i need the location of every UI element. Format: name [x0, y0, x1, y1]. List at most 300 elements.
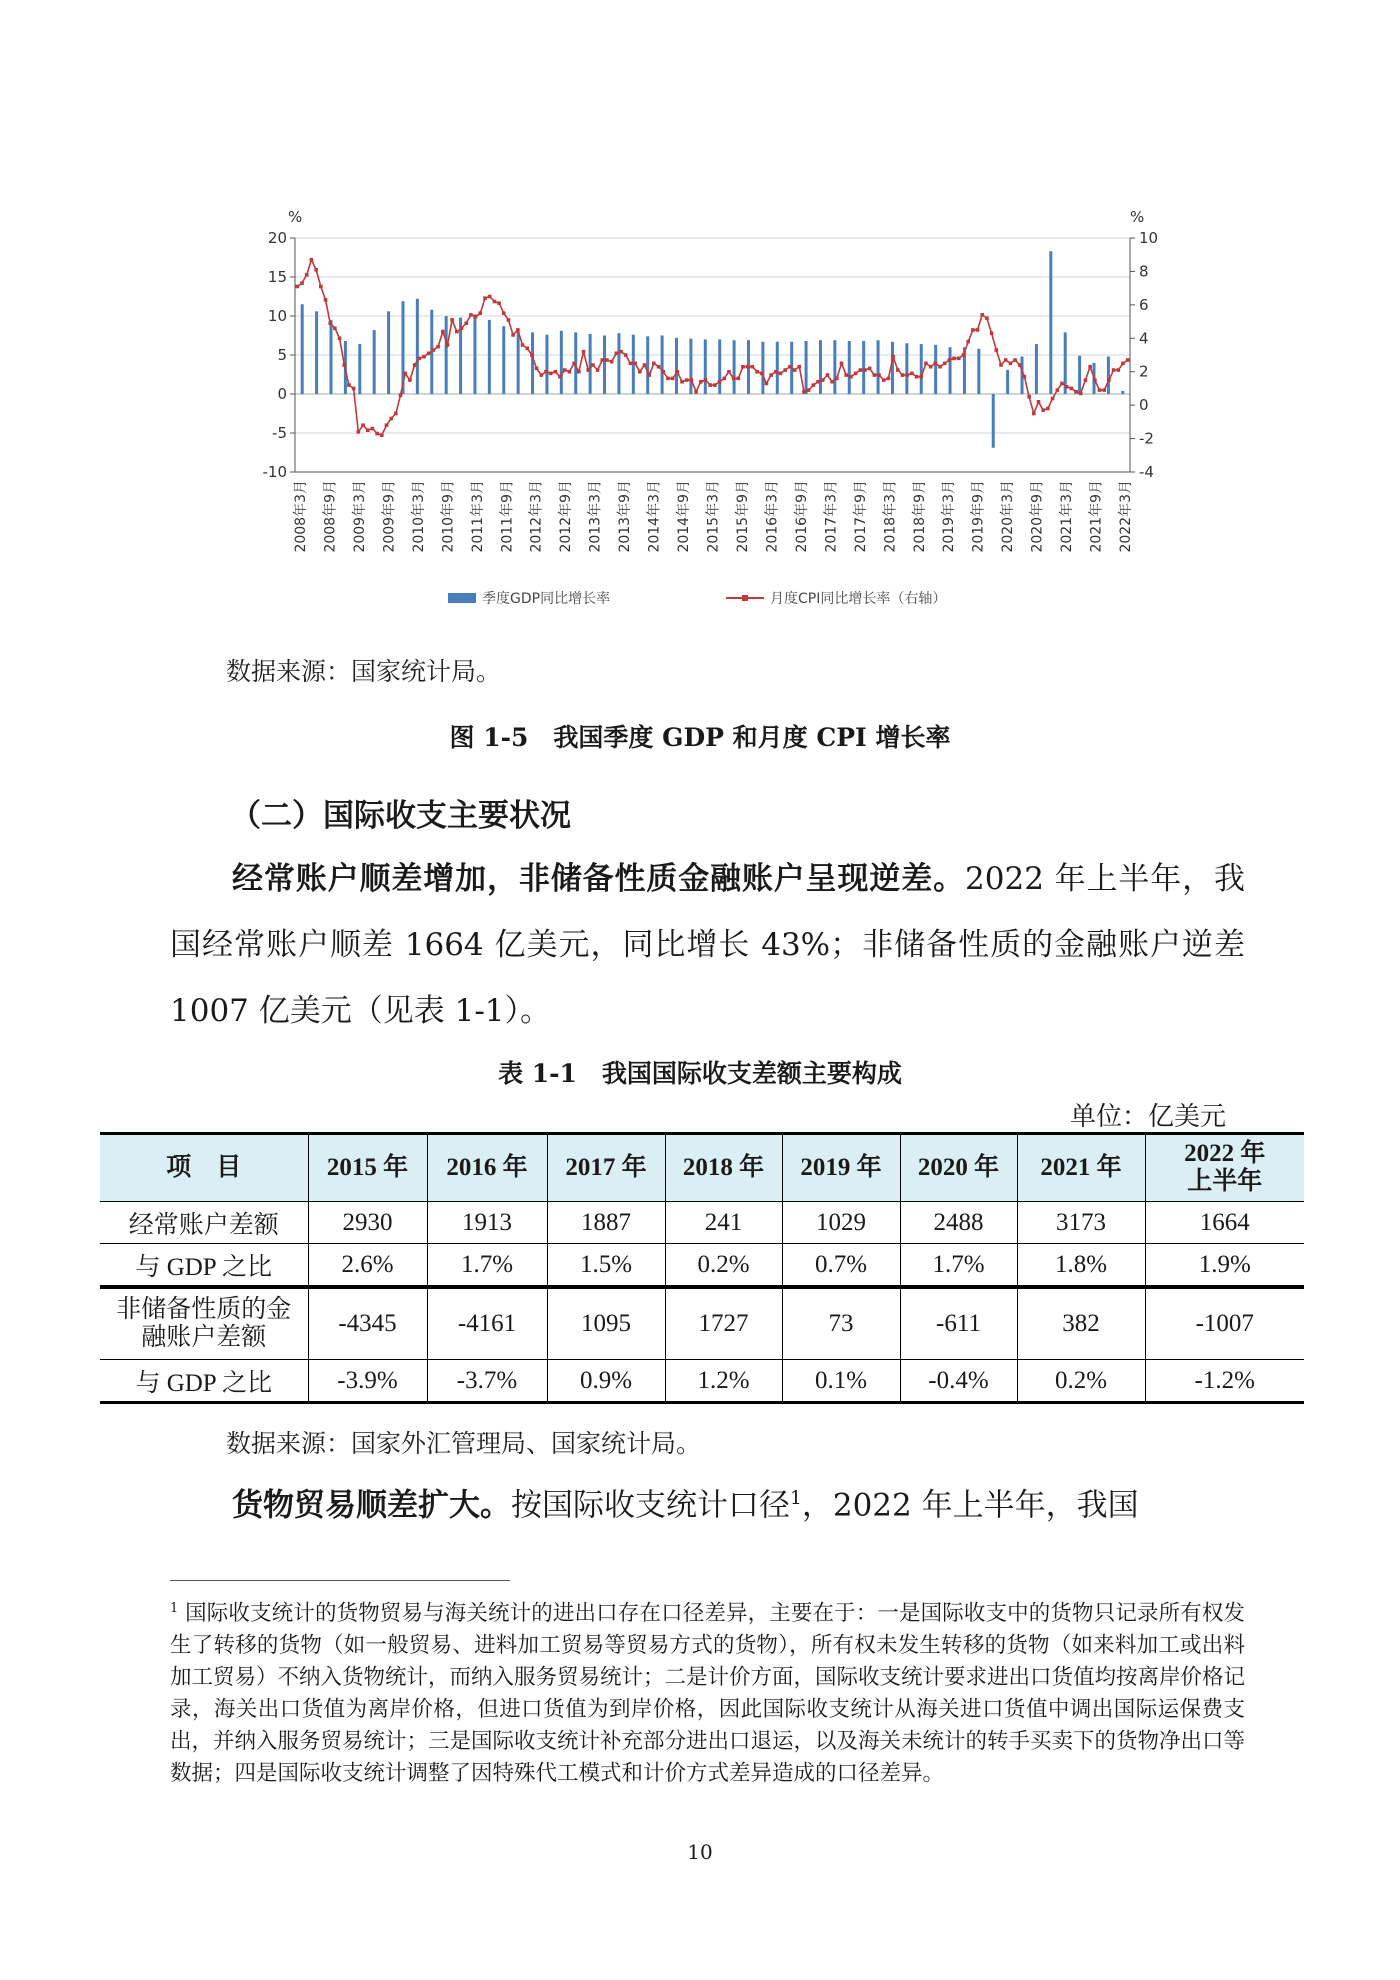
paragraph-text: 2022 年上半年，我国经常账户顺差 1664 亿美元，同比增长 43%；非储备性质的金融账户逆差 1007 亿美元（见表 1-1）。: [170, 861, 1246, 1029]
cpi-point: [826, 373, 830, 377]
cpi-point: [957, 357, 961, 361]
table-cell: 0.2%: [665, 1244, 782, 1288]
gdp-bar: [445, 316, 448, 394]
gdp-bar: [920, 344, 923, 394]
cpi-point: [296, 285, 300, 289]
cpi-point: [718, 380, 722, 384]
cpi-point: [910, 372, 914, 376]
paragraph-text: 按国际收支统计口径: [511, 1487, 790, 1524]
cpi-point: [812, 383, 816, 387]
gdp-bar: [689, 339, 692, 394]
x-tick-label: 2008年3月: [293, 480, 309, 553]
cpi-point: [610, 360, 614, 364]
table-caption: 表 1-1 我国国际收支差额主要构成: [498, 1059, 902, 1088]
header-2016: 2016 年: [427, 1134, 547, 1202]
cpi-point: [788, 365, 792, 369]
cpi-point: [722, 377, 726, 381]
x-tick-label: 2017年3月: [823, 480, 840, 553]
cpi-point: [474, 315, 478, 319]
table-cell: -611: [900, 1287, 1017, 1360]
cpi-point: [544, 370, 548, 374]
table-cell: 1029: [782, 1202, 900, 1244]
row-label: 经常账户差额: [100, 1202, 308, 1244]
cpi-point: [751, 365, 755, 369]
cpi-point: [896, 368, 900, 372]
cpi-point: [924, 362, 928, 366]
table-row: [100, 1360, 1304, 1403]
x-tick-label: 2012年3月: [528, 480, 545, 553]
row-label: 与 GDP 之比: [100, 1360, 308, 1403]
cpi-point: [380, 433, 384, 437]
header-2022-half: 上半年: [1187, 1168, 1263, 1195]
cpi-point: [877, 373, 881, 377]
cpi-point: [746, 365, 750, 369]
cpi-point: [1107, 378, 1111, 382]
gdp-bar: [761, 342, 764, 394]
table-cell: -3.7%: [427, 1360, 547, 1403]
cpi-point: [666, 377, 670, 381]
cpi-point: [990, 331, 994, 335]
x-tick-label: 2015年9月: [735, 480, 751, 553]
cpi-point: [797, 365, 801, 369]
x-tick-label: 2020年9月: [1029, 480, 1046, 553]
cpi-point: [347, 383, 351, 387]
x-tick-label: 2016年9月: [793, 480, 810, 553]
gdp-bar: [358, 344, 361, 394]
gdp-bar: [949, 347, 952, 394]
table-cell: -4161: [427, 1287, 547, 1360]
cpi-point: [882, 378, 886, 382]
cpi-point: [418, 357, 422, 361]
table-cell: 0.1%: [782, 1360, 900, 1403]
cpi-point: [483, 296, 487, 300]
footnote: [170, 1593, 1245, 1790]
cpi-point: [488, 295, 492, 299]
legend-gdp-label: 季度GDP同比增长率: [482, 591, 611, 607]
gdp-bar: [661, 336, 664, 395]
table-cell: 2.6%: [308, 1244, 427, 1288]
gdp-bar: [905, 343, 908, 394]
cpi-point: [868, 367, 872, 371]
cpi-point: [319, 285, 323, 289]
cpi-point: [638, 370, 642, 374]
cpi-point: [755, 370, 759, 374]
x-tick-label: 2018年3月: [882, 480, 899, 553]
table-cell: 1.5%: [547, 1244, 665, 1288]
cpi-point: [783, 368, 787, 372]
table-cell: 0.7%: [782, 1244, 900, 1288]
x-tick-label: 2010年9月: [440, 480, 457, 553]
x-tick-label: 2018年9月: [911, 480, 928, 553]
cpi-point: [1084, 378, 1088, 382]
cpi-point: [1070, 387, 1074, 391]
cpi-point: [338, 336, 342, 340]
cpi-point: [371, 427, 375, 431]
table-cell: 1664: [1145, 1202, 1304, 1244]
cpi-point: [1126, 358, 1130, 362]
cpi-point: [554, 370, 558, 374]
table-header-row: [100, 1134, 1304, 1202]
cpi-point: [830, 380, 834, 384]
cpi-point: [671, 377, 675, 381]
gdp-bar: [502, 326, 505, 394]
cpi-point: [858, 368, 862, 372]
cpi-point: [385, 423, 389, 427]
gdp-bar: [617, 333, 620, 394]
cpi-point: [1032, 412, 1036, 416]
cpi-point: [1037, 400, 1041, 404]
cpi-point: [1027, 395, 1031, 399]
chart-source: 数据来源：国家统计局。: [226, 657, 502, 686]
cpi-point: [549, 372, 553, 376]
left-tick-label: 15: [267, 268, 287, 286]
cpi-point: [849, 375, 853, 379]
cpi-point: [690, 378, 694, 382]
cpi-point: [586, 368, 590, 372]
cpi-point: [727, 370, 731, 374]
gdp-bar: [488, 320, 491, 394]
x-tick-label: 2011年9月: [499, 480, 516, 553]
left-axis-ticks: [263, 229, 296, 481]
cpi-point: [605, 358, 609, 362]
cpi-point: [661, 370, 665, 374]
cpi-point: [469, 313, 473, 317]
gdp-bar: [329, 320, 332, 394]
cpi-point: [591, 363, 595, 367]
cpi-point: [647, 373, 651, 377]
cpi-point: [844, 373, 848, 377]
footnote-ref: 1: [790, 1488, 802, 1509]
cpi-point: [516, 328, 520, 332]
table-cell: 1.7%: [427, 1244, 547, 1288]
cpi-point: [985, 316, 989, 320]
cpi-point: [863, 368, 867, 372]
cpi-point: [934, 362, 938, 366]
cpi-point: [732, 377, 736, 381]
gdp-bar: [704, 339, 707, 394]
table-row: [100, 1244, 1304, 1288]
cpi-point: [1023, 375, 1027, 379]
x-tick-label: 2021年9月: [1088, 480, 1105, 553]
table-cell: 1887: [547, 1202, 665, 1244]
header-2022h1: [1145, 1134, 1304, 1202]
cpi-point: [1004, 358, 1008, 362]
cpi-point: [1088, 365, 1092, 369]
header-2020: 2020 年: [900, 1134, 1017, 1202]
cpi-point: [450, 318, 454, 322]
cpi-point: [652, 362, 656, 366]
right-tick-label: 4: [1139, 329, 1149, 348]
cpi-point: [563, 368, 567, 372]
paragraph-lead: 货物贸易顺差扩大。: [232, 1487, 511, 1524]
cpi-point: [976, 328, 980, 332]
right-axis-unit: %: [1130, 208, 1145, 226]
gdp-bar: [805, 341, 808, 394]
cpi-point: [413, 363, 417, 367]
cpi-point: [1093, 378, 1097, 382]
cpi-point: [891, 355, 895, 359]
cpi-point: [919, 375, 923, 379]
cpi-point: [507, 318, 511, 322]
cpi-point: [807, 388, 811, 392]
right-axis-ticks: [1130, 229, 1158, 481]
paragraph-text-cont: ，2022 年上半年，我国: [801, 1487, 1139, 1524]
cpi-point: [962, 353, 966, 357]
cpi-polyline: [297, 260, 1127, 436]
x-tick-label: 2008年9月: [322, 480, 339, 553]
cpi-point: [915, 375, 919, 379]
table-cell: 2930: [308, 1202, 427, 1244]
cpi-point: [422, 355, 426, 359]
table-cell: 1095: [547, 1287, 665, 1360]
paragraph-goods-trade: [170, 1466, 1245, 1538]
cpi-point: [835, 377, 839, 381]
x-tick-label: 2014年9月: [676, 480, 692, 553]
chart-gridlines: [295, 238, 1130, 472]
cpi-point: [558, 375, 562, 379]
cpi-point: [779, 372, 783, 376]
table-cell: 2488: [900, 1202, 1017, 1244]
row-label: 非储备性质的金 融账户差额: [100, 1287, 308, 1360]
gdp-bar: [531, 332, 534, 394]
cpi-point: [441, 330, 445, 334]
bop-table: [100, 1132, 1304, 1404]
row-label: 与 GDP 之比: [100, 1244, 308, 1288]
cpi-point: [938, 365, 942, 369]
right-tick-label: 0: [1139, 396, 1149, 415]
cpi-point: [1018, 363, 1022, 367]
header-2019: 2019 年: [782, 1134, 900, 1202]
left-tick-label: -10: [262, 463, 287, 481]
cpi-point: [854, 372, 858, 376]
cpi-point: [1065, 385, 1069, 389]
gdp-bar: [819, 340, 822, 394]
paragraph-current-account: [170, 846, 1245, 1044]
gdp-bar: [733, 340, 736, 394]
x-tick-label: 2017年9月: [852, 480, 869, 553]
gdp-bars: [301, 251, 1125, 448]
header-item: 项 目: [100, 1134, 308, 1202]
cpi-point: [995, 348, 999, 352]
legend-cpi-marker: [742, 595, 748, 601]
gdp-bar: [776, 342, 779, 394]
table-cell: 3173: [1017, 1202, 1145, 1244]
legend-cpi-label: 月度CPI同比增长率（右轴）: [770, 591, 947, 607]
x-tick-label: 2021年3月: [1059, 480, 1076, 553]
table-cell: -0.4%: [900, 1360, 1017, 1403]
cpi-point: [699, 380, 703, 384]
cpi-point: [802, 390, 806, 394]
cpi-point: [905, 373, 909, 377]
cpi-line: [296, 258, 1130, 437]
cpi-point: [577, 370, 581, 374]
cpi-point: [310, 258, 314, 262]
cpi-point: [685, 378, 689, 382]
cpi-point: [328, 321, 332, 325]
cpi-point: [511, 333, 515, 337]
right-tick-label: -4: [1139, 463, 1154, 481]
header-2022-year: 2022 年: [1184, 1140, 1266, 1167]
gdp-bar: [1049, 251, 1052, 394]
x-tick-label: 2009年9月: [381, 480, 398, 553]
cpi-point: [446, 343, 450, 347]
right-tick-label: 2: [1139, 362, 1149, 381]
gdp-bar: [848, 341, 851, 394]
x-tick-label: 2010年3月: [410, 480, 427, 553]
cpi-point: [568, 370, 572, 374]
gdp-bar: [603, 336, 606, 395]
cpi-point: [403, 372, 407, 376]
cpi-point: [1046, 407, 1050, 411]
cpi-point: [793, 368, 797, 372]
cpi-point: [769, 373, 773, 377]
cpi-point: [1074, 390, 1078, 394]
gdp-bar: [545, 335, 548, 394]
x-tick-label: 2013年9月: [617, 480, 634, 553]
table-source: 数据来源：国家外汇管理局、国家统计局。: [226, 1429, 702, 1458]
cpi-point: [694, 390, 698, 394]
x-tick-label: 2013年3月: [587, 480, 604, 553]
cpi-point: [333, 326, 337, 330]
table-cell: 1.9%: [1145, 1244, 1304, 1288]
gdp-bar: [877, 340, 880, 394]
left-tick-label: 20: [267, 229, 287, 247]
x-tick-label: 2019年3月: [941, 480, 958, 553]
cpi-point: [497, 301, 501, 305]
figure-caption: 图 1-5 我国季度 GDP 和月度 CPI 增长率: [449, 723, 951, 752]
gdp-bar: [646, 336, 649, 394]
gdp-bar: [517, 331, 520, 394]
gdp-bar: [473, 314, 476, 394]
table-cell: -1007: [1145, 1287, 1304, 1360]
legend-gdp-swatch: [448, 593, 476, 603]
table-cell: 0.9%: [547, 1360, 665, 1403]
cpi-point: [1060, 382, 1064, 386]
table-cell: 1.7%: [900, 1244, 1017, 1288]
paragraph-lead: 经常账户顺差增加，非储备性质金融账户呈现逆差。: [232, 861, 966, 897]
cpi-point: [619, 350, 623, 354]
left-tick-label: -5: [272, 424, 287, 442]
cpi-point: [357, 430, 361, 434]
cpi-point: [952, 357, 956, 361]
cpi-point: [1121, 362, 1125, 366]
chart-legend: [448, 590, 946, 607]
x-tick-label: 2012年9月: [558, 480, 575, 553]
cpi-point: [464, 321, 468, 325]
left-tick-label: 10: [267, 307, 287, 325]
gdp-bar: [373, 330, 376, 394]
footnote-divider: [170, 1580, 510, 1581]
gdp-bar: [977, 349, 980, 394]
x-tick-label: 2016年3月: [764, 480, 781, 553]
gdp-bar: [862, 341, 865, 394]
x-tick-label: 2015年3月: [705, 480, 722, 553]
cpi-point: [971, 328, 975, 332]
cpi-point: [704, 378, 708, 382]
right-tick-label: 6: [1139, 295, 1149, 314]
table-cell: 1727: [665, 1287, 782, 1360]
right-tick-label: 10: [1139, 229, 1159, 247]
x-tick-label: 2020年3月: [1000, 480, 1017, 553]
cpi-point: [1009, 362, 1013, 366]
cpi-point: [737, 377, 741, 381]
cpi-point: [408, 378, 412, 382]
cpi-point: [816, 380, 820, 384]
cpi-point: [1098, 388, 1102, 392]
gdp-bar: [1121, 391, 1124, 394]
cpi-point: [840, 362, 844, 366]
cpi-point: [948, 358, 952, 362]
cpi-point: [980, 313, 984, 317]
cpi-point: [624, 353, 628, 357]
table-cell: -1.2%: [1145, 1360, 1304, 1403]
cpi-point: [629, 362, 633, 366]
gdp-bar: [1078, 356, 1081, 394]
cpi-point: [821, 378, 825, 382]
section-heading: （二）国际收支主要状况: [230, 798, 571, 834]
cpi-point: [774, 370, 778, 374]
left-tick-label: 5: [277, 346, 287, 364]
gdp-bar: [560, 331, 563, 394]
gdp-cpi-chart: [240, 200, 1159, 620]
gdp-bar: [1006, 370, 1009, 394]
cpi-point: [366, 428, 370, 432]
header-2015: 2015 年: [308, 1134, 427, 1202]
gdp-bar: [934, 345, 937, 394]
cpi-point: [530, 353, 534, 357]
gdp-bar: [1035, 344, 1038, 394]
cpi-point: [760, 372, 764, 376]
cpi-point: [1116, 368, 1120, 372]
cpi-point: [600, 358, 604, 362]
footnote-mark: 1: [170, 1601, 179, 1616]
cpi-point: [765, 382, 769, 386]
cpi-point: [657, 365, 661, 369]
cpi-point: [873, 373, 877, 377]
cpi-point: [493, 300, 497, 304]
table-cell: 382: [1017, 1287, 1145, 1360]
cpi-point: [539, 373, 543, 377]
header-2021: 2021 年: [1017, 1134, 1145, 1202]
cpi-point: [314, 268, 318, 272]
cpi-point: [901, 373, 905, 377]
table-cell: 1.8%: [1017, 1244, 1145, 1288]
table-cell: -3.9%: [308, 1360, 427, 1403]
x-tick-label: 2019年9月: [970, 480, 987, 553]
cpi-point: [713, 383, 717, 387]
right-tick-label: 8: [1139, 262, 1149, 281]
gdp-bar: [1107, 357, 1110, 394]
cpi-point: [525, 347, 529, 351]
right-tick-label: -2: [1139, 429, 1154, 448]
cpi-point: [427, 352, 431, 356]
cpi-point: [999, 363, 1003, 367]
header-2018: 2018 年: [665, 1134, 782, 1202]
cpi-point: [966, 340, 970, 344]
cpi-point: [676, 370, 680, 374]
gdp-bar: [675, 338, 678, 394]
cpi-point: [1102, 388, 1106, 392]
cpi-point: [535, 367, 539, 371]
left-axis-unit: %: [288, 208, 303, 226]
cpi-point: [399, 393, 403, 397]
left-tick-label: 0: [277, 385, 287, 403]
x-tick-label: 2011年3月: [469, 480, 486, 553]
x-axis-labels: [292, 480, 1134, 553]
header-2017: 2017 年: [547, 1134, 665, 1202]
x-tick-label: 2009年3月: [351, 480, 368, 553]
gdp-bar: [718, 339, 721, 394]
